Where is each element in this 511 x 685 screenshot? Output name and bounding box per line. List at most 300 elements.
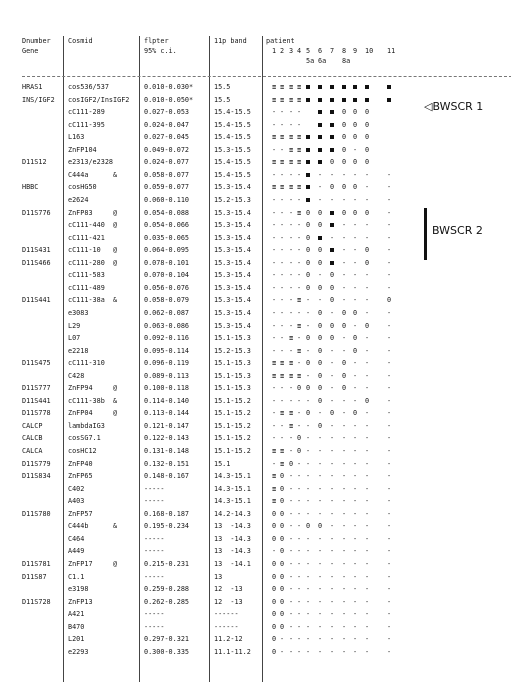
patient-cell — [317, 84, 323, 91]
row-cosmid: L201 — [68, 635, 85, 644]
row-band: 15.1-15.2 — [214, 396, 251, 405]
patient-cell: - — [352, 472, 358, 481]
patient-cell: ≡ — [296, 133, 302, 142]
row-cosmid: e2218 — [68, 346, 89, 355]
row-cosmid: L163 — [68, 133, 85, 142]
header-patient-number: 11 — [387, 47, 396, 55]
row-band: 15.3-15.4 — [214, 221, 251, 230]
patient-cell: - — [288, 534, 294, 543]
patient-cell: - — [279, 195, 285, 204]
patient-cell: - — [296, 409, 302, 418]
patient-cell: - — [329, 308, 335, 317]
patient-cell: - — [341, 296, 347, 305]
patient-cell: - — [288, 585, 294, 593]
patient-cell: - — [317, 195, 323, 204]
patient-cell: 0 — [305, 233, 311, 242]
patient-cell: - — [271, 346, 277, 355]
patient-cell: - — [279, 170, 285, 179]
row-dnumber: HRAS1 — [22, 83, 43, 91]
patient-cell: - — [352, 635, 358, 644]
patient-cell: - — [296, 484, 302, 493]
patient-cell: - — [352, 233, 358, 242]
patient-cell: - — [329, 572, 335, 581]
bwscr2-label: BWSCR 2 — [432, 224, 483, 237]
patient-cell: - — [352, 359, 358, 368]
patient-cell: 0 — [279, 484, 285, 493]
patient-cell: 0 — [305, 271, 311, 280]
row-cosmid: cosSG7.1 — [68, 434, 101, 443]
patient-cell — [317, 109, 323, 116]
patient-cell: 0 — [341, 208, 347, 217]
patient-cell: 0 — [341, 359, 347, 368]
row-band: 13 -14.3 — [214, 522, 251, 531]
patient-cell: 0 — [352, 208, 358, 217]
patient-cell: - — [296, 509, 302, 518]
row-band: 15.1-15.2 — [214, 421, 251, 430]
patient-cell: - — [352, 221, 358, 230]
header-patient-number: 2 — [280, 47, 285, 55]
patient-cell: - — [329, 509, 335, 518]
patient-cell: - — [386, 359, 392, 368]
row-band: 15.1 — [214, 459, 231, 468]
patient-cell: - — [341, 246, 347, 255]
row-flpter: ----- — [144, 497, 165, 506]
patient-cell: ≡ — [288, 83, 294, 91]
patient-cell: 0 — [279, 572, 285, 581]
patient-cell: - — [364, 597, 370, 606]
row-flpter: 0.092-0.116 — [144, 334, 190, 342]
row-dnumber: D11S777 — [22, 384, 51, 393]
row-cosmid: C402 — [68, 484, 85, 493]
row-flpter: 0.300-0.335 — [144, 647, 190, 656]
header-patient: patient — [266, 37, 295, 45]
row-band: 15.4-15.5 — [214, 158, 251, 167]
patient-cell: - — [364, 559, 370, 568]
patient-cell: 0 — [352, 108, 358, 117]
patient-cell: - — [279, 421, 285, 430]
patient-cell: 0 — [271, 610, 277, 619]
row-cosmid: e2624 — [68, 195, 89, 204]
patient-cell: - — [364, 233, 370, 242]
patient-cell: 0 — [317, 221, 323, 230]
patient-cell: - — [305, 472, 311, 481]
patient-cell: - — [352, 396, 358, 405]
patient-cell: - — [317, 572, 323, 581]
patient-cell: - — [317, 497, 323, 506]
patient-cell: - — [271, 296, 277, 305]
patient-cell: 0 — [271, 559, 277, 568]
patient-cell: - — [341, 271, 347, 280]
row-cosmid: A421 — [68, 610, 85, 619]
row-band: 15.3-15.4 — [214, 271, 251, 280]
patient-cell: - — [329, 534, 335, 543]
patient-cell: - — [364, 221, 370, 230]
row-flpter: 0.062-0.087 — [144, 308, 190, 317]
header-patient-number: 6 — [318, 47, 323, 55]
row-flpter: 0.078-0.101 — [144, 258, 190, 267]
patient-cell: - — [288, 195, 294, 204]
row-flpter: 0.027-0.053 — [144, 108, 190, 117]
patient-cell: - — [364, 359, 370, 368]
patient-cell: - — [296, 221, 302, 230]
row-dnumber: D11S475 — [22, 359, 51, 368]
row-flpter: 0.148-0.167 — [144, 472, 190, 481]
row-cosmid: cC111-10 @ — [68, 246, 118, 255]
patient-cell: 0 — [288, 459, 294, 468]
patient-cell: ≡ — [296, 83, 302, 91]
patient-cell: 0 — [279, 472, 285, 481]
row-band: 13 -14.3 — [214, 534, 251, 543]
row-band: 15.2-15.3 — [214, 195, 251, 204]
patient-cell: - — [296, 522, 302, 531]
header-cosmid: Cosmid — [68, 37, 93, 45]
patient-cell: 0 — [317, 246, 323, 255]
row-dnumber: D11S834 — [22, 472, 51, 481]
header-patient-subgroup: 8a — [342, 57, 351, 65]
patient-cell: - — [341, 559, 347, 568]
patient-cell: 0 — [305, 208, 311, 217]
patient-cell: - — [364, 371, 370, 380]
row-flpter: 0.095-0.114 — [144, 346, 190, 355]
patient-cell: - — [341, 647, 347, 656]
patient-cell: - — [386, 334, 392, 342]
patient-cell: 0 — [364, 120, 370, 129]
patient-cell — [305, 134, 311, 141]
row-band: 13 -14.1 — [214, 559, 251, 568]
patient-cell: - — [305, 296, 311, 305]
patient-cell: - — [305, 447, 311, 455]
patient-cell: - — [352, 258, 358, 267]
row-dnumber: D11S778 — [22, 409, 51, 418]
patient-cell — [329, 84, 335, 91]
patient-cell: - — [317, 170, 323, 179]
column-divider — [139, 36, 140, 682]
patient-cell: 0 — [352, 334, 358, 342]
patient-cell — [317, 147, 323, 154]
patient-cell — [317, 122, 323, 129]
patient-cell: - — [317, 585, 323, 593]
patient-cell: - — [341, 635, 347, 644]
patient-cell: 0 — [329, 321, 335, 330]
patient-cell: - — [329, 597, 335, 606]
patient-cell: - — [296, 547, 302, 556]
patient-cell: - — [352, 559, 358, 568]
patient-cell: - — [386, 534, 392, 543]
row-band: 15.3-15.4 — [214, 246, 251, 255]
patient-cell: 0 — [352, 158, 358, 167]
patient-cell: ≡ — [279, 359, 285, 368]
patient-cell: - — [296, 559, 302, 568]
patient-cell: - — [364, 635, 370, 644]
row-cosmid: cosHG50 — [68, 183, 97, 192]
patient-cell: 0 — [305, 522, 311, 531]
patient-cell: - — [305, 434, 311, 443]
patient-cell: ≡ — [271, 158, 277, 167]
patient-cell: 0 — [271, 635, 277, 644]
patient-cell: - — [305, 396, 311, 405]
patient-cell: - — [271, 208, 277, 217]
row-flpter: 0.100-0.118 — [144, 384, 190, 393]
patient-cell: - — [317, 622, 323, 631]
patient-cell: - — [296, 258, 302, 267]
patient-cell: 0 — [271, 509, 277, 518]
patient-cell: - — [288, 258, 294, 267]
patient-cell: - — [288, 120, 294, 129]
patient-cell: - — [352, 371, 358, 380]
patient-cell: 0 — [329, 271, 335, 280]
patient-cell: 0 — [329, 158, 335, 167]
header-patient-number: 9 — [353, 47, 358, 55]
patient-cell: - — [364, 622, 370, 631]
row-band: 11.2-12 — [214, 635, 243, 644]
patient-cell: - — [329, 346, 335, 355]
patient-cell: - — [288, 572, 294, 581]
patient-cell: 0 — [279, 547, 285, 556]
patient-cell: - — [341, 447, 347, 455]
patient-cell — [341, 84, 347, 91]
patient-cell: - — [305, 559, 311, 568]
patient-cell: - — [305, 308, 311, 317]
patient-cell: - — [296, 233, 302, 242]
patient-cell: - — [352, 647, 358, 656]
patient-cell: 0 — [364, 396, 370, 405]
patient-cell: - — [279, 283, 285, 292]
patient-cell: 0 — [305, 246, 311, 255]
patient-cell: 0 — [341, 108, 347, 117]
row-dnumber: D11S466 — [22, 258, 51, 267]
patient-cell: - — [305, 585, 311, 593]
patient-cell: - — [352, 534, 358, 543]
patient-cell: - — [288, 271, 294, 280]
patient-cell: - — [279, 221, 285, 230]
patient-cell: 0 — [341, 308, 347, 317]
patient-cell: - — [271, 321, 277, 330]
patient-cell: - — [352, 509, 358, 518]
patient-cell: - — [296, 421, 302, 430]
patient-cell: 0 — [271, 622, 277, 631]
patient-cell: - — [296, 610, 302, 619]
patient-cell: - — [352, 484, 358, 493]
patient-cell: - — [329, 384, 335, 393]
patient-cell: ≡ — [279, 447, 285, 455]
header-separator — [22, 76, 511, 77]
patient-cell: - — [364, 183, 370, 192]
patient-cell: - — [296, 359, 302, 368]
patient-cell: 0 — [279, 497, 285, 506]
patient-cell: 0 — [317, 396, 323, 405]
row-band: 12 -13 — [214, 585, 243, 593]
patient-cell: - — [317, 647, 323, 656]
row-dnumber: D11S441 — [22, 396, 51, 405]
patient-cell: - — [341, 509, 347, 518]
row-band: 15.4-15.5 — [214, 120, 251, 129]
patient-cell: - — [364, 170, 370, 179]
patient-cell: ≡ — [271, 497, 277, 506]
row-flpter: ----- — [144, 534, 165, 543]
row-band: 15.3-15.4 — [214, 183, 251, 192]
patient-cell: - — [352, 572, 358, 581]
patient-cell: - — [329, 195, 335, 204]
row-cosmid: B470 — [68, 622, 85, 631]
patient-cell: 0 — [352, 120, 358, 129]
row-flpter: 0.121-0.147 — [144, 421, 190, 430]
patient-cell: 0 — [271, 572, 277, 581]
patient-cell — [317, 97, 323, 104]
patient-cell: 0 — [305, 258, 311, 267]
patient-cell: - — [341, 522, 347, 531]
patient-cell: - — [288, 321, 294, 330]
row-flpter: 0.064-0.095 — [144, 246, 190, 255]
patient-cell: - — [386, 321, 392, 330]
patient-cell: 0 — [317, 346, 323, 355]
patient-cell: - — [305, 635, 311, 644]
patient-cell: - — [352, 195, 358, 204]
patient-cell: - — [386, 497, 392, 506]
patient-cell: - — [341, 409, 347, 418]
patient-cell: ≡ — [296, 183, 302, 192]
patient-cell: - — [352, 246, 358, 255]
patient-cell: - — [271, 170, 277, 179]
patient-cell: - — [364, 497, 370, 506]
row-flpter: 0.262-0.285 — [144, 597, 190, 606]
patient-cell — [329, 260, 335, 267]
row-cosmid: cC111-583 — [68, 271, 105, 280]
patient-cell: - — [386, 484, 392, 493]
patient-cell: - — [364, 534, 370, 543]
row-cosmid: cC111-310 — [68, 359, 105, 368]
header-patient-number: 1 — [272, 47, 277, 55]
patient-cell: - — [305, 647, 311, 656]
header-band: 11p band — [214, 37, 247, 45]
row-band: 15.1-15.3 — [214, 371, 251, 380]
patient-cell: ≡ — [271, 183, 277, 192]
patient-cell: - — [271, 459, 277, 468]
patient-cell: - — [386, 396, 392, 405]
patient-cell: - — [364, 409, 370, 418]
row-cosmid: cC111-38b & — [68, 396, 118, 405]
patient-cell: - — [329, 447, 335, 455]
patient-cell: 0 — [352, 133, 358, 142]
patient-cell: 0 — [341, 183, 347, 192]
row-band: 15.3-15.4 — [214, 296, 251, 305]
patient-cell: - — [364, 308, 370, 317]
patient-cell: - — [279, 108, 285, 117]
row-band: 13 — [214, 572, 223, 581]
patient-cell: ≡ — [271, 447, 277, 455]
row-flpter: 0.168-0.187 — [144, 509, 190, 518]
patient-cell: - — [386, 384, 392, 393]
row-band: 15.3-15.4 — [214, 258, 251, 267]
row-flpter: 0.024-0.077 — [144, 158, 190, 167]
patient-cell: - — [341, 572, 347, 581]
header-flpter: flpter — [144, 37, 169, 45]
row-dnumber: D11S779 — [22, 459, 51, 468]
row-cosmid: cC111-489 — [68, 283, 105, 292]
row-cosmid: cosHC12 — [68, 447, 97, 455]
row-dnumber: D11S781 — [22, 559, 51, 568]
patient-cell: - — [386, 308, 392, 317]
row-cosmid: ZnFP40 — [68, 459, 93, 468]
patient-cell: 0 — [317, 384, 323, 393]
patient-cell: - — [271, 120, 277, 129]
row-flpter: ----- — [144, 572, 165, 581]
patient-cell: - — [352, 170, 358, 179]
row-cosmid: C428 — [68, 371, 85, 380]
patient-cell: 0 — [364, 145, 370, 154]
row-flpter: 0.010-0.030* — [144, 83, 194, 91]
patient-cell: - — [279, 246, 285, 255]
row-band: 15.3-15.4 — [214, 321, 251, 330]
patient-cell: 0 — [329, 334, 335, 342]
row-cosmid: cC111-280 @ — [68, 258, 118, 267]
row-flpter: 0.056-0.076 — [144, 283, 190, 292]
patient-cell — [305, 159, 311, 166]
patient-cell: - — [271, 409, 277, 418]
patient-cell: - — [288, 597, 294, 606]
patient-cell: - — [271, 434, 277, 443]
patient-cell: 0 — [341, 371, 347, 380]
patient-cell: - — [317, 484, 323, 493]
patient-cell: - — [386, 170, 392, 179]
patient-cell: ≡ — [288, 334, 294, 342]
row-band: 14.3-15.1 — [214, 472, 251, 481]
row-flpter: ----- — [144, 622, 165, 631]
patient-cell: 0 — [296, 434, 302, 443]
patient-cell: - — [271, 283, 277, 292]
patient-cell: 0 — [271, 647, 277, 656]
patient-cell: ≡ — [271, 83, 277, 91]
patient-cell: - — [317, 472, 323, 481]
patient-cell: - — [341, 459, 347, 468]
patient-cell: ≡ — [279, 158, 285, 167]
patient-cell: - — [317, 534, 323, 543]
patient-cell: - — [386, 183, 392, 192]
row-dnumber: CALCP — [22, 421, 43, 430]
row-cosmid: cos536/537 — [68, 83, 109, 91]
patient-cell: - — [279, 308, 285, 317]
patient-cell: ≡ — [279, 95, 285, 104]
patient-cell: - — [386, 572, 392, 581]
patient-cell: - — [341, 597, 347, 606]
patient-cell: - — [271, 547, 277, 556]
patient-cell: ≡ — [296, 346, 302, 355]
patient-cell: - — [352, 522, 358, 531]
patient-cell: - — [386, 459, 392, 468]
row-dnumber: D11S780 — [22, 509, 51, 518]
patient-cell: - — [341, 396, 347, 405]
patient-cell: - — [296, 572, 302, 581]
patient-cell: 0 — [305, 359, 311, 368]
patient-cell: - — [364, 647, 370, 656]
row-dnumber: CALCB — [22, 434, 43, 443]
patient-cell: ≡ — [288, 371, 294, 380]
patient-cell: ≡ — [279, 459, 285, 468]
patient-cell — [317, 159, 323, 166]
row-cosmid: e2313/e2328 — [68, 158, 114, 167]
row-flpter: 0.027-0.045 — [144, 133, 190, 142]
patient-cell — [329, 210, 335, 217]
patient-cell: 0 — [271, 597, 277, 606]
header-patient-number: 5 — [306, 47, 311, 55]
patient-cell: 0 — [317, 421, 323, 430]
patient-cell: ≡ — [288, 359, 294, 368]
patient-cell: - — [329, 547, 335, 556]
patient-cell: - — [341, 547, 347, 556]
patient-cell: - — [271, 246, 277, 255]
row-flpter: 0.259-0.288 — [144, 585, 190, 593]
patient-cell: - — [329, 371, 335, 380]
patient-cell: - — [352, 622, 358, 631]
